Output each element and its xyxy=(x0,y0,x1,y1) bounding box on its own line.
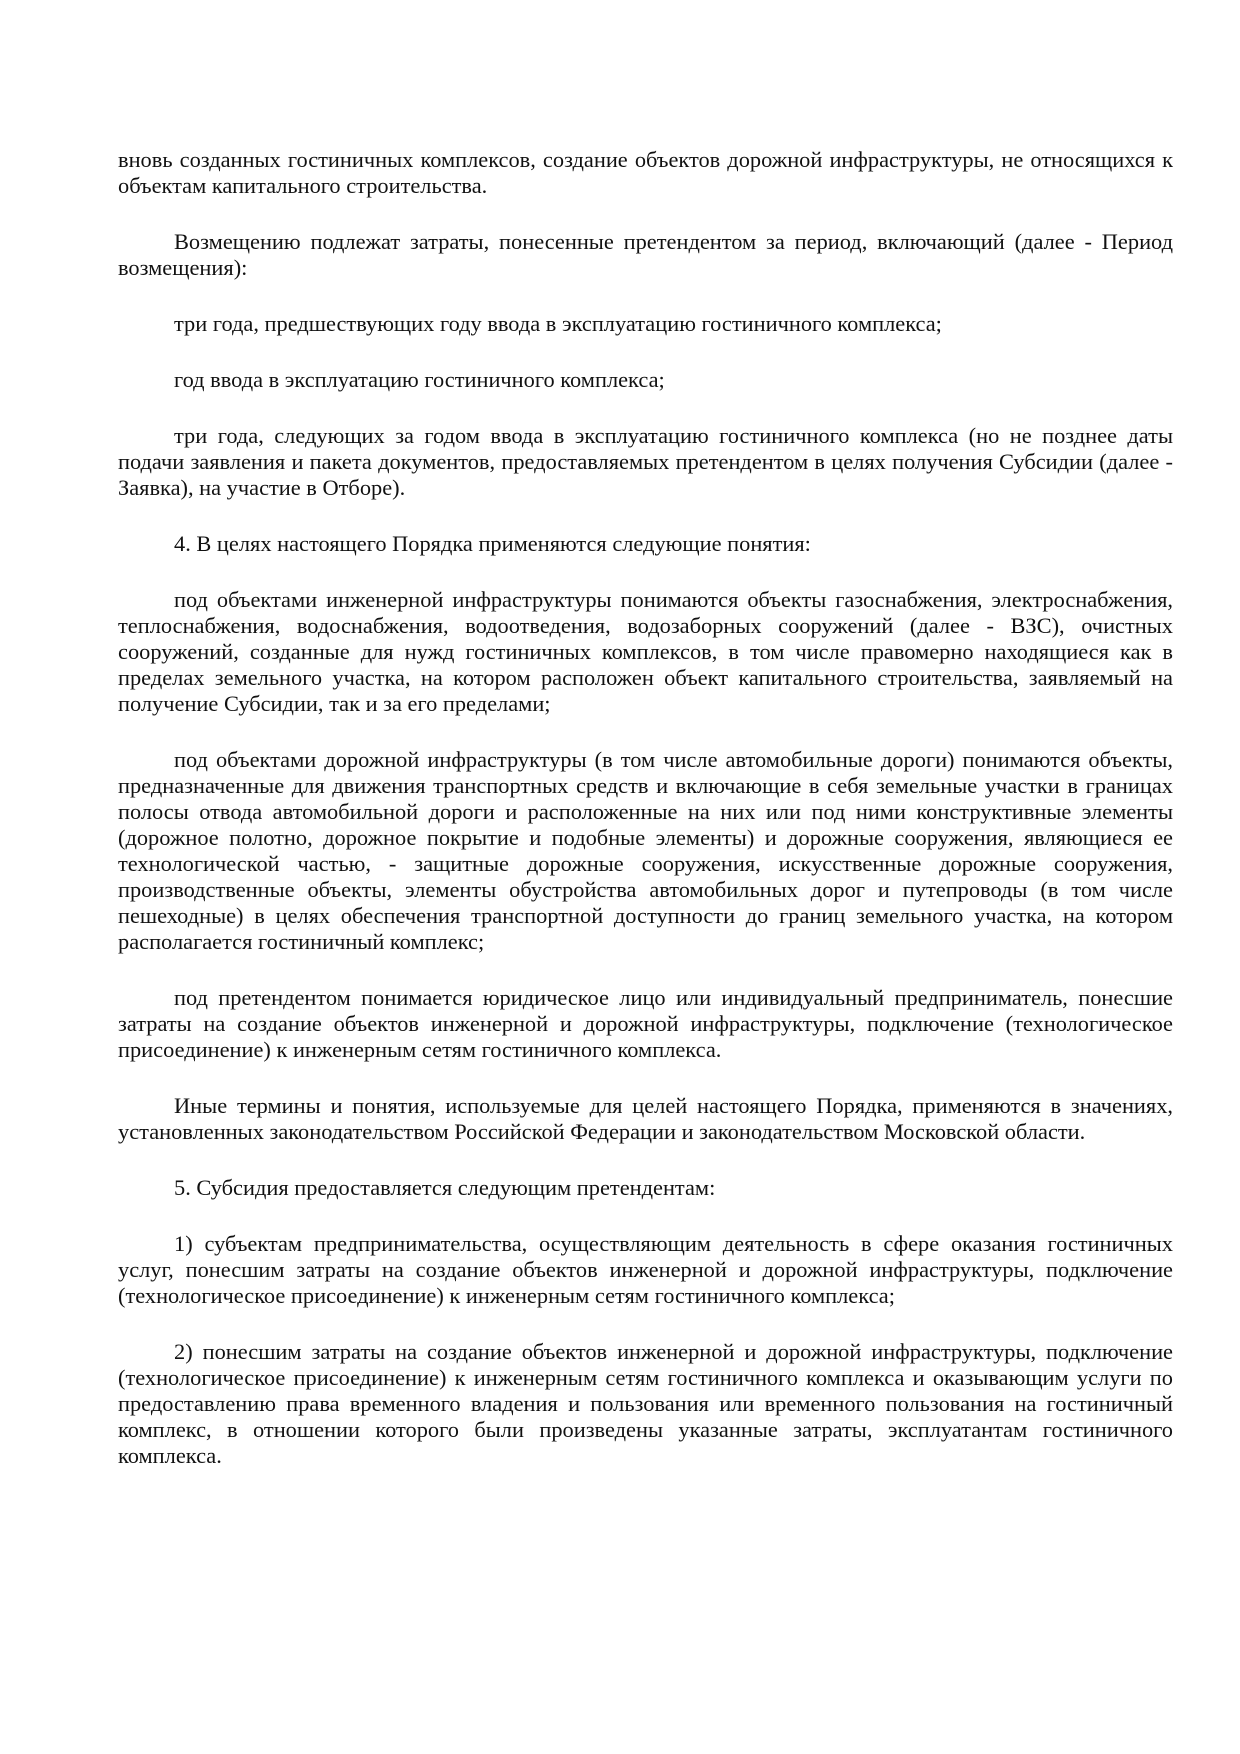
document-page xyxy=(118,147,1173,1499)
list-item-1: 1) субъектам предпринимательства, осуществляющим деятельность в сфере оказания гостиничных услуг, понесшим затраты на создание объектов инженерной и дорожной инфраструктуры, подключение (технологическое присоединение) к инженерным сетям гостиничного комплекса; xyxy=(118,1231,1173,1308)
paragraph-reimbursement-period: Возмещению подлежат затраты, понесенные претендентом за период, включающий (далее - Период возмещения): xyxy=(118,229,1173,280)
paragraph-other-terms: Иные термины и понятия, используемые для целей настоящего Порядка, применяются в значениях, установленных законодательством Российской Федерации и законодательством Московской области. xyxy=(118,1093,1173,1144)
section-5-heading: 5. Субсидия предоставляется следующим претендентам: xyxy=(174,1175,716,1200)
definition-applicant: под претендентом понимается юридическое лицо или индивидуальный предприниматель, понесшие затраты на создание объектов инженерной и дорожной инфраструктуры, подключение (технологическое присоединение) к инженерным сетям гостиничного комплекса. xyxy=(118,985,1173,1062)
list-item-2: 2) понесшим затраты на создание объектов инженерной и дорожной инфраструктуры, подключение (технологическое присоединение) к инженерным сетям гостиничного комплекса и оказывающим услуги по предоставлению права временного владения и пользования или временного пользования на гостиничный комплекс, в отношении которого были произведены указанные затраты, эксплуатантам гостиничного комплекса. xyxy=(118,1339,1173,1468)
paragraph-continuation: вновь созданных гостиничных комплексов, создание объектов дорожной инфраструктуры, не относящихся к объектам капитального строительства. xyxy=(118,147,1173,198)
definition-road-infrastructure: под объектами дорожной инфраструктуры (в том числе автомобильные дороги) понимаются объекты, предназначенные для движения транспортных средств и включающие в себя земельные участки в границах полосы отвода автомобильной дороги и расположенные на них или под ними конструктивные элементы (дорожное полотно, дорожное покрытие и подобные элементы) и дорожные сооружения, являющиеся ее технологической частью, - защитные дорожные сооружения, искусственные дорожные сооружения, производственные объекты, элементы обустройства автомобильных дорог и путепроводы (в том числе пешеходные) в целях обеспечения транспортной доступности до границ земельного участка, на котором располагается гостиничный комплекс; xyxy=(118,747,1173,954)
paragraph-three-years-before: три года, предшествующих году ввода в эксплуатацию гостиничного комплекса; xyxy=(174,311,942,336)
paragraph-three-years-after: три года, следующих за годом ввода в эксплуатацию гостиничного комплекса (но не позднее даты подачи заявления и пакета документов, предоставляемых претендентом в целях получения Субсидии (далее - Заявка), на участие в Отборе). xyxy=(118,423,1173,500)
paragraph-commissioning-year: год ввода в эксплуатацию гостиничного комплекса; xyxy=(174,367,665,392)
definition-engineering-infrastructure: под объектами инженерной инфраструктуры понимаются объекты газоснабжения, электроснабжения, теплоснабжения, водоснабжения, водоотведения, водозаборных сооружений (далее - ВЗС), очистных сооружений, созданные для нужд гостиничных комплексов, в том числе правомерно находящиеся как в пределах земельного участка, на котором расположен объект капитального строительства, заявляемый на получение Субсидии, так и за его пределами; xyxy=(118,587,1173,716)
section-4-heading: 4. В целях настоящего Порядка применяются следующие понятия: xyxy=(174,531,811,556)
